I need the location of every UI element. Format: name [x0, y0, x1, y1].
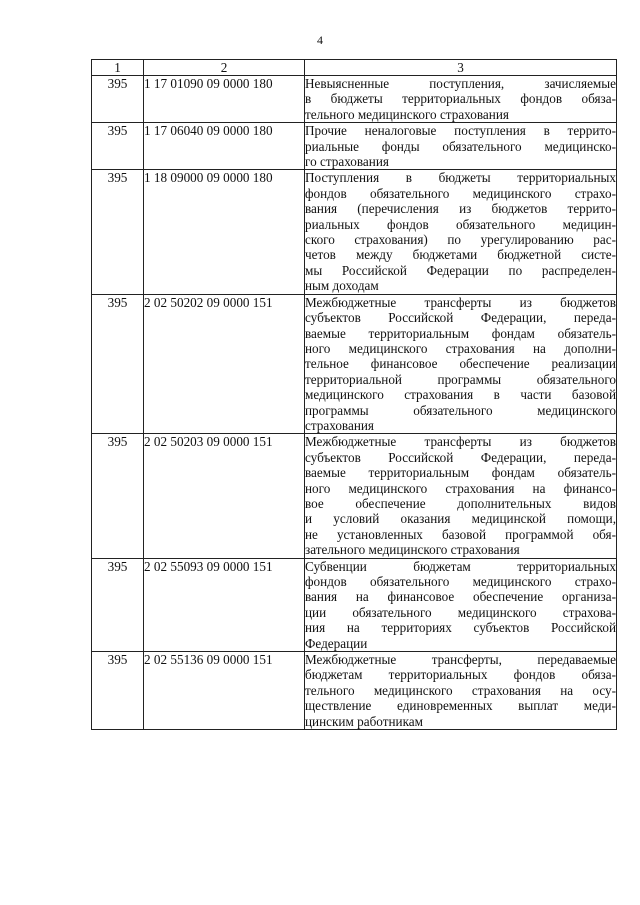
- revenue-name-line: Межбюджетные трансферты из бюджетов: [305, 434, 616, 450]
- revenue-name-line: ваемые территориальным фондам обязатель-: [305, 325, 616, 341]
- table-row: [92, 123, 617, 170]
- budget-code-cell: 2 02 50203 09 0000 151: [144, 434, 305, 558]
- revenue-name-cell: [305, 170, 617, 294]
- revenue-name-line: го страхования: [305, 154, 389, 170]
- revenue-name-line: ществление единовременных выплат меди-: [305, 698, 616, 714]
- table-row: [92, 434, 617, 558]
- table-row: [92, 294, 617, 434]
- revenue-name-cell: [305, 558, 617, 651]
- revenue-name-cell: [305, 123, 617, 170]
- revenue-name-line: Поступления в бюджеты территориальных: [305, 170, 616, 186]
- revenue-name-cell: [305, 76, 617, 123]
- revenue-name-line: не установленных базовой программой обя-: [305, 526, 616, 542]
- revenue-name-line: территориальной программы обязательного: [305, 371, 616, 387]
- table-row: [92, 652, 617, 730]
- revenue-name-line: Субвенции бюджетам территориальных: [305, 558, 616, 574]
- revenue-name-line: Невыясненные поступления, зачисляемые: [305, 76, 616, 91]
- revenue-name-line: риальные фонды обязательного медицинско-: [305, 138, 616, 154]
- budget-code-cell: 2 02 55093 09 0000 151: [144, 558, 305, 651]
- header-col-2: 2: [144, 60, 305, 76]
- revenue-name-line: четов между бюджетами бюджетной систе-: [305, 247, 616, 263]
- revenue-name-line: бюджетам территориальных фондов обяза-: [305, 667, 616, 683]
- revenue-name-line: тельного медицинского страхования на осу-: [305, 682, 616, 698]
- budget-code-cell: 1 18 09000 09 0000 180: [144, 170, 305, 294]
- revenue-name-line: ным доходам: [305, 278, 379, 294]
- revenue-name-line: в бюджеты территориальных фондов обяза-: [305, 91, 616, 107]
- revenue-name-line: вания на финансовое обеспечение организа-: [305, 589, 616, 605]
- revenue-name-line: цинским работникам: [305, 713, 423, 729]
- revenue-name-line: и условий оказания медицинской помощи,: [305, 511, 616, 527]
- revenue-name-line: Межбюджетные трансферты, передаваемые: [305, 652, 616, 668]
- revenue-name-line: ского страхования) по урегулированию рас-: [305, 232, 616, 248]
- admin-code-cell: 395: [92, 170, 144, 294]
- table-header-row: [92, 60, 617, 76]
- table-row: [92, 170, 617, 294]
- revenue-name-line: субъектов Российской Федерации, переда-: [305, 449, 616, 465]
- revenue-name-line: фондов обязательного медицинского страхо-: [305, 574, 616, 589]
- revenue-name-line: программы обязательного медицинского: [305, 402, 616, 418]
- revenue-name-line: риальных фондов обязательного медицин-: [305, 216, 616, 232]
- revenue-name-line: тельное финансовое обеспечение реализации: [305, 356, 616, 372]
- revenue-name-cell: [305, 294, 617, 434]
- header-col-1: 1: [92, 60, 144, 76]
- revenue-name-line: вое обеспечение дополнительных видов: [305, 495, 616, 511]
- revenue-name-line: вания (перечисления из бюджетов террито-: [305, 201, 616, 217]
- budget-code-cell: 1 17 01090 09 0000 180: [144, 76, 305, 123]
- revenue-name-line: Федерации: [305, 635, 368, 651]
- admin-code-cell: 395: [92, 123, 144, 170]
- table-row: [92, 76, 617, 123]
- table-row: [92, 558, 617, 651]
- budget-code-cell: 2 02 55136 09 0000 151: [144, 652, 305, 730]
- revenue-name-line: фондов обязательного медицинского страхо-: [305, 185, 616, 201]
- admin-code-cell: 395: [92, 294, 144, 434]
- revenue-name-line: страхования: [305, 417, 374, 433]
- admin-code-cell: 395: [92, 434, 144, 558]
- budget-code-cell: 1 17 06040 09 0000 180: [144, 123, 305, 170]
- revenue-name-cell: [305, 652, 617, 730]
- revenue-name-line: ного медицинского страхования на финансо-: [305, 480, 616, 496]
- budget-code-cell: 2 02 50202 09 0000 151: [144, 294, 305, 434]
- header-col-3: 3: [305, 60, 617, 76]
- revenue-name-line: медицинского страхования в части базовой: [305, 387, 616, 403]
- budget-classification-table: [91, 59, 617, 730]
- revenue-name-line: мы Российской Федерации по распределен-: [305, 262, 616, 278]
- revenue-name-line: ции обязательного медицинского страхова-: [305, 604, 616, 620]
- admin-code-cell: 395: [92, 558, 144, 651]
- revenue-name-line: субъектов Российской Федерации, переда-: [305, 310, 616, 326]
- revenue-name-line: ного медицинского страхования на дополни-: [305, 340, 616, 356]
- admin-code-cell: 395: [92, 76, 144, 123]
- revenue-name-line: ния на территориях субъектов Российской: [305, 620, 616, 636]
- page-number: 4: [317, 33, 323, 47]
- revenue-name-line: зательного медицинского страхования: [305, 542, 520, 558]
- revenue-name-line: тельного медицинского страхования: [305, 106, 509, 122]
- revenue-name-line: Прочие неналоговые поступления в террито-: [305, 123, 616, 139]
- revenue-name-line: Межбюджетные трансферты из бюджетов: [305, 294, 616, 310]
- revenue-name-line: ваемые территориальным фондам обязатель-: [305, 465, 616, 481]
- revenue-name-cell: [305, 434, 617, 558]
- admin-code-cell: 395: [92, 652, 144, 730]
